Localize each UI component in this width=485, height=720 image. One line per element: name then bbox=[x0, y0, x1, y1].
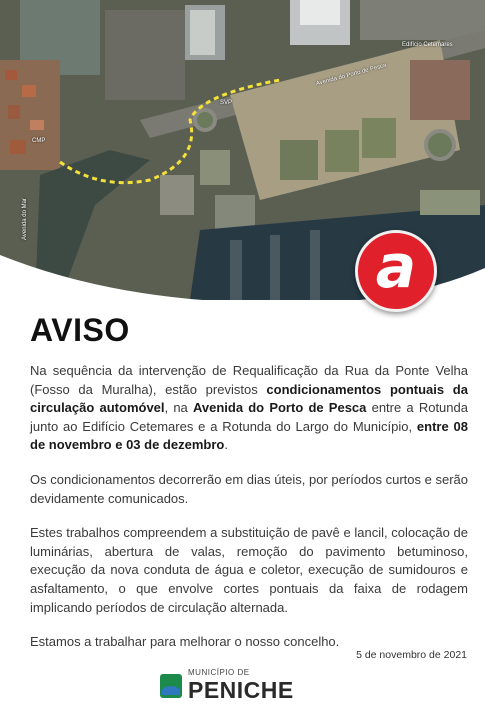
brand-badge-letter: a bbox=[375, 232, 417, 302]
notice-title: AVISO bbox=[30, 312, 130, 348]
map-label-avenida-mar: Avenida do Mar bbox=[22, 198, 28, 240]
p1-text-1: Na sequência da intervenção de Requalificação da Rua da Ponte Velha (Fosso da Muralha), estão previstos bbox=[30, 363, 468, 397]
p1-bold-2: Avenida do Porto de Pesca bbox=[192, 400, 367, 416]
notice-date: 5 de novembro de 2021 bbox=[356, 649, 467, 661]
p1-text-2: , na bbox=[164, 400, 193, 416]
notice-paragraph-2: Os condicionamentos decorrerão em dias úteis, por períodos curtos e serão devidamente comunicados. bbox=[30, 471, 468, 506]
map-label-cmp: CMP bbox=[32, 138, 46, 144]
notice-paragraph-1 bbox=[30, 362, 468, 455]
notice-paragraph-4: Estamos a trabalhar para melhorar o nosso concelho. bbox=[30, 634, 340, 650]
peniche-emblem-icon bbox=[160, 674, 182, 698]
map-label-edificio-cetemares: Edifício Cetemares bbox=[402, 42, 453, 48]
municipality-name: PENICHE bbox=[188, 677, 294, 703]
p1-bold-1: condicionamentos pontuais da circulação automóvel bbox=[30, 381, 468, 416]
municipality-label: MUNICÍPIO DE bbox=[188, 668, 250, 677]
map-label-svp: SVP bbox=[220, 100, 233, 106]
notice-body bbox=[30, 362, 468, 668]
municipality-logo bbox=[160, 668, 330, 708]
p1-text-4: . bbox=[224, 437, 228, 453]
brand-badge bbox=[355, 230, 437, 312]
map-label-avenida-porto-pesca: Avenida do Porto de Pesca bbox=[315, 62, 388, 88]
p1-bold-3: entre 08 de novembro e 03 de dezembro bbox=[30, 418, 468, 453]
p1-text-3: entre a Rotunda junto ao Edifício Cetemares e a Rotunda do Largo do Município, bbox=[30, 400, 468, 434]
notice-paragraph-3: Estes trabalhos compreendem a substituição de pavê e lancil, colocação de luminárias, abertura de valas, remoção do pavimento betuminoso, execução da nova conduta de água e coletor, execução de sumidouros e asfaltamento, o que envolve cortes pontuais da faixa de rodagem implicando períodos de circulação alternada. bbox=[30, 525, 468, 615]
